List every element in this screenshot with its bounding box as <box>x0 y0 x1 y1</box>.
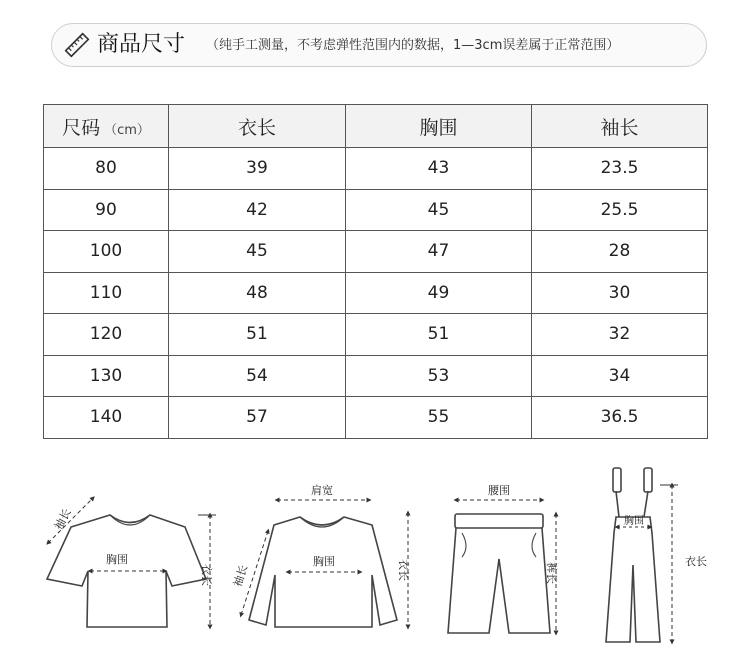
header-title: 商品尺寸 <box>97 32 186 57</box>
sweater-sleeve-label: 袖长 <box>231 563 251 589</box>
table-cell: 47 <box>346 231 532 273</box>
sweater-shoulder-label: 肩宽 <box>311 484 333 497</box>
table-cell: 55 <box>346 397 532 439</box>
table-cell: 100 <box>44 231 169 273</box>
table-row <box>44 189 708 231</box>
table-row <box>44 397 708 439</box>
table-cell: 49 <box>346 272 532 314</box>
table-cell: 48 <box>169 272 346 314</box>
table-row <box>44 148 708 190</box>
table-cell: 42 <box>169 189 346 231</box>
table-cell: 45 <box>346 189 532 231</box>
column-header-chest: 胸围 <box>346 105 532 148</box>
table-cell: 45 <box>169 231 346 273</box>
overalls-chest-label: 胸围 <box>624 516 644 527</box>
table-cell: 51 <box>169 314 346 356</box>
tshirt-length-label: 衣长 <box>200 564 213 586</box>
tshirt-sleeve-label: 袖长 <box>52 506 74 533</box>
table-row <box>44 314 708 356</box>
table-cell: 140 <box>44 397 169 439</box>
table-cell: 53 <box>346 355 532 397</box>
column-header-size: 尺码 （cm） <box>44 105 169 148</box>
size-table <box>43 104 708 439</box>
table-cell: 80 <box>44 148 169 190</box>
header-note: （纯手工测量，不考虑弹性范围内的数据，1—3cm误差属于正常范围） <box>206 38 620 53</box>
overalls-length-label: 衣长 <box>685 555 707 568</box>
table-cell: 130 <box>44 355 169 397</box>
table-row <box>44 355 708 397</box>
table-row <box>44 231 708 273</box>
table-cell: 43 <box>346 148 532 190</box>
tshirt-chest-label: 胸围 <box>106 553 128 566</box>
table-cell: 120 <box>44 314 169 356</box>
measurement-diagrams <box>0 455 750 666</box>
column-header-sleeve: 袖长 <box>532 105 708 148</box>
table-cell: 23.5 <box>532 148 708 190</box>
table-cell: 36.5 <box>532 397 708 439</box>
column-header-length: 衣长 <box>169 105 346 148</box>
table-cell: 51 <box>346 314 532 356</box>
tshirt-diagram <box>47 498 216 627</box>
table-cell: 28 <box>532 231 708 273</box>
pants-length-label: 裤长 <box>545 562 558 584</box>
pants-outline <box>448 528 550 633</box>
table-cell: 34 <box>532 355 708 397</box>
table-cell: 57 <box>169 397 346 439</box>
table-header-row <box>44 105 708 148</box>
table-cell: 110 <box>44 272 169 314</box>
overalls-diagram <box>606 468 678 642</box>
table-cell: 32 <box>532 314 708 356</box>
table-cell: 30 <box>532 272 708 314</box>
table-cell: 90 <box>44 189 169 231</box>
table-cell: 54 <box>169 355 346 397</box>
sweater-length-label: 衣长 <box>397 559 410 581</box>
sweater-chest-label: 胸围 <box>313 555 335 568</box>
table-row <box>44 272 708 314</box>
table-cell: 39 <box>169 148 346 190</box>
pants-waist-label: 腰围 <box>488 484 510 497</box>
overalls-outline <box>606 517 660 642</box>
pants-diagram <box>448 500 556 633</box>
table-cell: 25.5 <box>532 189 708 231</box>
ruler-icon <box>62 30 92 60</box>
